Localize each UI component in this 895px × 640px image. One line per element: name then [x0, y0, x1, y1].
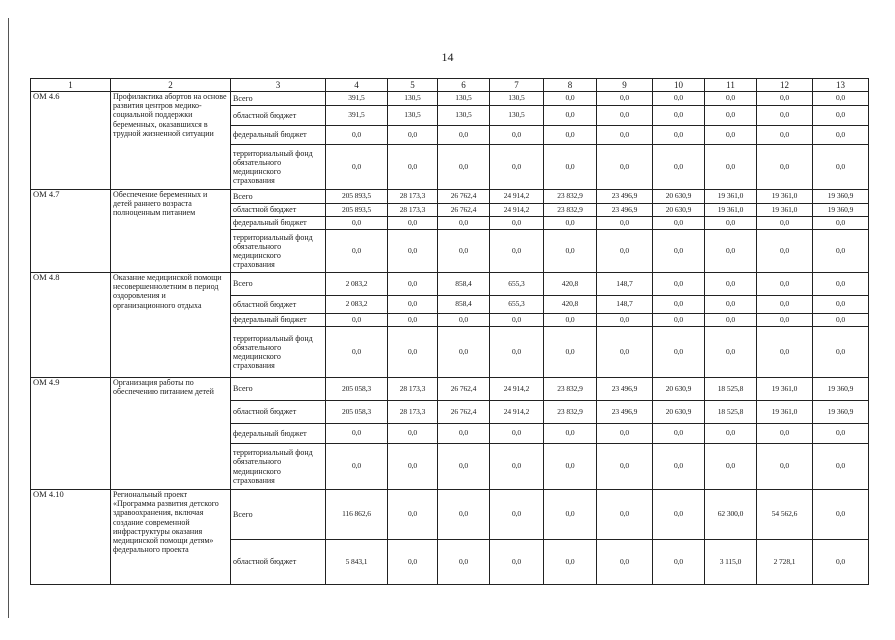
- amount-cell: 0,0: [326, 126, 388, 145]
- amount-cell: 24 914,2: [490, 378, 544, 401]
- amount-cell: 19 360,9: [813, 378, 869, 401]
- amount-cell: 3 115,0: [705, 540, 757, 585]
- amount-cell: 0,0: [326, 145, 388, 190]
- amount-cell: 0,0: [388, 217, 438, 230]
- amount-cell: 0,0: [388, 540, 438, 585]
- column-header: 1: [31, 79, 111, 92]
- amount-cell: 0,0: [597, 314, 653, 327]
- amount-cell: 130,5: [388, 92, 438, 106]
- amount-cell: 24 914,2: [490, 401, 544, 424]
- amount-cell: 130,5: [490, 106, 544, 126]
- amount-cell: 0,0: [544, 540, 597, 585]
- amount-cell: 420,8: [544, 296, 597, 314]
- amount-cell: 26 762,4: [438, 378, 490, 401]
- amount-cell: 0,0: [813, 424, 869, 444]
- amount-cell: 0,0: [813, 126, 869, 145]
- amount-cell: 0,0: [813, 540, 869, 585]
- amount-cell: 391,5: [326, 106, 388, 126]
- amount-cell: 0,0: [757, 296, 813, 314]
- amount-cell: 0,0: [388, 230, 438, 273]
- amount-cell: 0,0: [544, 106, 597, 126]
- amount-cell: 130,5: [490, 92, 544, 106]
- amount-cell: 0,0: [326, 230, 388, 273]
- measure-code: ОМ 4.6: [31, 92, 111, 190]
- amount-cell: 655,3: [490, 273, 544, 296]
- measure-name: Региональный проект «Программа развития детского здравоохранения, включая создание современной инфраструктуры оказания медицинской помощи детям» федерального проекта: [111, 490, 231, 585]
- table-row: [31, 490, 869, 540]
- funding-source: территориальный фонд обязательного медицинского страхования: [231, 145, 326, 190]
- amount-cell: 0,0: [757, 106, 813, 126]
- column-header: 9: [597, 79, 653, 92]
- table-body: [31, 92, 869, 585]
- funding-table: [30, 78, 869, 585]
- amount-cell: 19 361,0: [705, 190, 757, 204]
- amount-cell: 0,0: [597, 92, 653, 106]
- amount-cell: 0,0: [597, 126, 653, 145]
- column-header: 3: [231, 79, 326, 92]
- amount-cell: 23 832,9: [544, 204, 597, 217]
- amount-cell: 116 862,6: [326, 490, 388, 540]
- funding-source: Всего: [231, 190, 326, 204]
- amount-cell: 2 083,2: [326, 296, 388, 314]
- amount-cell: 23 832,9: [544, 401, 597, 424]
- amount-cell: 0,0: [388, 490, 438, 540]
- amount-cell: 0,0: [813, 444, 869, 490]
- column-header: 8: [544, 79, 597, 92]
- amount-cell: 26 762,4: [438, 190, 490, 204]
- amount-cell: 19 361,0: [757, 401, 813, 424]
- amount-cell: 0,0: [653, 424, 705, 444]
- amount-cell: 0,0: [544, 217, 597, 230]
- funding-source: Всего: [231, 92, 326, 106]
- amount-cell: 0,0: [597, 540, 653, 585]
- amount-cell: 0,0: [705, 444, 757, 490]
- amount-cell: 0,0: [653, 327, 705, 378]
- amount-cell: 0,0: [653, 444, 705, 490]
- amount-cell: 0,0: [813, 217, 869, 230]
- measure-code: ОМ 4.7: [31, 190, 111, 273]
- funding-source: территориальный фонд обязательного медицинского страхования: [231, 230, 326, 273]
- amount-cell: 0,0: [544, 314, 597, 327]
- amount-cell: 24 914,2: [490, 204, 544, 217]
- amount-cell: 0,0: [490, 314, 544, 327]
- amount-cell: 0,0: [757, 327, 813, 378]
- column-header: 6: [438, 79, 490, 92]
- amount-cell: 0,0: [597, 444, 653, 490]
- amount-cell: 19 360,9: [813, 401, 869, 424]
- amount-cell: 0,0: [757, 230, 813, 273]
- amount-cell: 0,0: [544, 424, 597, 444]
- amount-cell: 28 173,3: [388, 190, 438, 204]
- amount-cell: 0,0: [705, 106, 757, 126]
- amount-cell: 24 914,2: [490, 190, 544, 204]
- amount-cell: 26 762,4: [438, 401, 490, 424]
- measure-name: Организация работы по обеспечению питанием детей: [111, 378, 231, 490]
- amount-cell: 0,0: [653, 314, 705, 327]
- table-row: [31, 378, 869, 401]
- amount-cell: 0,0: [813, 327, 869, 378]
- amount-cell: 0,0: [597, 327, 653, 378]
- amount-cell: 0,0: [597, 217, 653, 230]
- amount-cell: 0,0: [757, 424, 813, 444]
- amount-cell: 0,0: [438, 230, 490, 273]
- amount-cell: 0,0: [490, 444, 544, 490]
- amount-cell: 0,0: [438, 314, 490, 327]
- column-header: 2: [111, 79, 231, 92]
- column-header: 10: [653, 79, 705, 92]
- funding-source: федеральный бюджет: [231, 314, 326, 327]
- amount-cell: 2 083,2: [326, 273, 388, 296]
- amount-cell: 0,0: [438, 327, 490, 378]
- amount-cell: 19 361,0: [757, 378, 813, 401]
- funding-source: территориальный фонд обязательного медицинского страхования: [231, 327, 326, 378]
- amount-cell: 0,0: [544, 327, 597, 378]
- amount-cell: 0,0: [438, 540, 490, 585]
- amount-cell: 0,0: [813, 273, 869, 296]
- amount-cell: 0,0: [544, 230, 597, 273]
- amount-cell: 0,0: [597, 490, 653, 540]
- amount-cell: 0,0: [490, 424, 544, 444]
- funding-source: областной бюджет: [231, 106, 326, 126]
- amount-cell: 0,0: [705, 296, 757, 314]
- amount-cell: 2 728,1: [757, 540, 813, 585]
- amount-cell: 19 360,9: [813, 204, 869, 217]
- amount-cell: 0,0: [597, 424, 653, 444]
- amount-cell: 0,0: [597, 145, 653, 190]
- amount-cell: 62 300,0: [705, 490, 757, 540]
- amount-cell: 0,0: [813, 92, 869, 106]
- amount-cell: 0,0: [705, 273, 757, 296]
- amount-cell: 0,0: [757, 217, 813, 230]
- amount-cell: 0,0: [388, 444, 438, 490]
- amount-cell: 0,0: [757, 145, 813, 190]
- amount-cell: 0,0: [544, 126, 597, 145]
- scan-margin-line: [8, 18, 9, 618]
- column-header-row: [31, 79, 869, 92]
- amount-cell: 54 562,6: [757, 490, 813, 540]
- amount-cell: 655,3: [490, 296, 544, 314]
- measure-name: Профилактика абортов на основе развития центров медико-социальной поддержки беременных, оказавшихся в трудной жизненной ситуации: [111, 92, 231, 190]
- amount-cell: 19 361,0: [757, 190, 813, 204]
- amount-cell: 0,0: [757, 92, 813, 106]
- amount-cell: 0,0: [653, 145, 705, 190]
- table-row: [31, 273, 869, 296]
- amount-cell: 0,0: [705, 217, 757, 230]
- funding-source: федеральный бюджет: [231, 217, 326, 230]
- amount-cell: 0,0: [326, 217, 388, 230]
- amount-cell: 18 525,8: [705, 378, 757, 401]
- amount-cell: 148,7: [597, 273, 653, 296]
- amount-cell: 858,4: [438, 273, 490, 296]
- amount-cell: 20 630,9: [653, 378, 705, 401]
- amount-cell: 28 173,3: [388, 378, 438, 401]
- amount-cell: 0,0: [757, 444, 813, 490]
- amount-cell: 0,0: [388, 296, 438, 314]
- amount-cell: 23 832,9: [544, 378, 597, 401]
- measure-name: Оказание медицинской помощи несовершеннолетним в период оздоровления и организационного отдыха: [111, 273, 231, 378]
- amount-cell: 0,0: [438, 217, 490, 230]
- amount-cell: 0,0: [490, 327, 544, 378]
- amount-cell: 23 496,9: [597, 204, 653, 217]
- amount-cell: 0,0: [705, 126, 757, 145]
- amount-cell: 0,0: [705, 314, 757, 327]
- funding-source: Всего: [231, 378, 326, 401]
- column-header: 7: [490, 79, 544, 92]
- funding-source: Всего: [231, 490, 326, 540]
- amount-cell: 0,0: [438, 126, 490, 145]
- amount-cell: 0,0: [813, 145, 869, 190]
- amount-cell: 20 630,9: [653, 190, 705, 204]
- amount-cell: 130,5: [438, 92, 490, 106]
- amount-cell: 0,0: [813, 314, 869, 327]
- amount-cell: 26 762,4: [438, 204, 490, 217]
- amount-cell: 0,0: [705, 327, 757, 378]
- amount-cell: 205 058,3: [326, 401, 388, 424]
- amount-cell: 0,0: [705, 230, 757, 273]
- funding-source: Всего: [231, 273, 326, 296]
- amount-cell: 0,0: [544, 92, 597, 106]
- amount-cell: 0,0: [813, 490, 869, 540]
- amount-cell: 130,5: [388, 106, 438, 126]
- amount-cell: 0,0: [705, 92, 757, 106]
- amount-cell: 0,0: [490, 230, 544, 273]
- amount-cell: 23 832,9: [544, 190, 597, 204]
- amount-cell: 0,0: [705, 424, 757, 444]
- amount-cell: 23 496,9: [597, 378, 653, 401]
- column-header: 12: [757, 79, 813, 92]
- amount-cell: 0,0: [757, 273, 813, 296]
- amount-cell: 130,5: [438, 106, 490, 126]
- amount-cell: 0,0: [653, 92, 705, 106]
- amount-cell: 0,0: [597, 230, 653, 273]
- amount-cell: 0,0: [653, 296, 705, 314]
- amount-cell: 0,0: [326, 424, 388, 444]
- amount-cell: 0,0: [438, 444, 490, 490]
- amount-cell: 28 173,3: [388, 204, 438, 217]
- amount-cell: 0,0: [544, 490, 597, 540]
- amount-cell: 19 361,0: [757, 204, 813, 217]
- funding-source: федеральный бюджет: [231, 424, 326, 444]
- funding-source: областной бюджет: [231, 296, 326, 314]
- amount-cell: 0,0: [388, 424, 438, 444]
- amount-cell: 19 360,9: [813, 190, 869, 204]
- amount-cell: 20 630,9: [653, 204, 705, 217]
- page-number: 14: [441, 50, 454, 64]
- amount-cell: 0,0: [438, 490, 490, 540]
- amount-cell: 0,0: [653, 540, 705, 585]
- amount-cell: 0,0: [326, 444, 388, 490]
- funding-source: территориальный фонд обязательного медицинского страхования: [231, 444, 326, 490]
- amount-cell: 0,0: [653, 217, 705, 230]
- amount-cell: 28 173,3: [388, 401, 438, 424]
- amount-cell: 0,0: [388, 314, 438, 327]
- funding-source: областной бюджет: [231, 401, 326, 424]
- amount-cell: 148,7: [597, 296, 653, 314]
- amount-cell: 0,0: [653, 490, 705, 540]
- measure-code: ОМ 4.10: [31, 490, 111, 585]
- amount-cell: 0,0: [757, 126, 813, 145]
- amount-cell: 0,0: [388, 126, 438, 145]
- column-header: 5: [388, 79, 438, 92]
- amount-cell: 0,0: [490, 126, 544, 145]
- amount-cell: 18 525,8: [705, 401, 757, 424]
- funding-source: областной бюджет: [231, 540, 326, 585]
- amount-cell: 0,0: [544, 444, 597, 490]
- amount-cell: 0,0: [653, 126, 705, 145]
- amount-cell: 0,0: [388, 273, 438, 296]
- amount-cell: 205 893,5: [326, 190, 388, 204]
- amount-cell: 0,0: [490, 145, 544, 190]
- amount-cell: 0,0: [326, 327, 388, 378]
- column-header: 11: [705, 79, 757, 92]
- table-row: [31, 92, 869, 106]
- column-header: 4: [326, 79, 388, 92]
- amount-cell: 0,0: [813, 296, 869, 314]
- amount-cell: 5 843,1: [326, 540, 388, 585]
- amount-cell: 420,8: [544, 273, 597, 296]
- amount-cell: 0,0: [705, 145, 757, 190]
- amount-cell: 0,0: [544, 145, 597, 190]
- amount-cell: 23 496,9: [597, 190, 653, 204]
- funding-source: федеральный бюджет: [231, 126, 326, 145]
- amount-cell: 0,0: [813, 106, 869, 126]
- measure-name: Обеспечение беременных и детей раннего возраста полноценным питанием: [111, 190, 231, 273]
- amount-cell: 0,0: [326, 314, 388, 327]
- amount-cell: 23 496,9: [597, 401, 653, 424]
- amount-cell: 0,0: [388, 145, 438, 190]
- amount-cell: 0,0: [597, 106, 653, 126]
- column-header: 13: [813, 79, 869, 92]
- amount-cell: 0,0: [653, 230, 705, 273]
- amount-cell: 20 630,9: [653, 401, 705, 424]
- amount-cell: 205 893,5: [326, 204, 388, 217]
- table-row: [31, 190, 869, 204]
- amount-cell: 0,0: [757, 314, 813, 327]
- amount-cell: 391,5: [326, 92, 388, 106]
- amount-cell: 0,0: [490, 540, 544, 585]
- funding-source: областной бюджет: [231, 204, 326, 217]
- amount-cell: 0,0: [653, 106, 705, 126]
- amount-cell: 0,0: [813, 230, 869, 273]
- measure-code: ОМ 4.8: [31, 273, 111, 378]
- amount-cell: 0,0: [490, 490, 544, 540]
- amount-cell: 858,4: [438, 296, 490, 314]
- amount-cell: 0,0: [653, 273, 705, 296]
- amount-cell: 0,0: [438, 145, 490, 190]
- amount-cell: 0,0: [438, 424, 490, 444]
- amount-cell: 0,0: [388, 327, 438, 378]
- measure-code: ОМ 4.9: [31, 378, 111, 490]
- amount-cell: 205 058,3: [326, 378, 388, 401]
- amount-cell: 0,0: [490, 217, 544, 230]
- amount-cell: 19 361,0: [705, 204, 757, 217]
